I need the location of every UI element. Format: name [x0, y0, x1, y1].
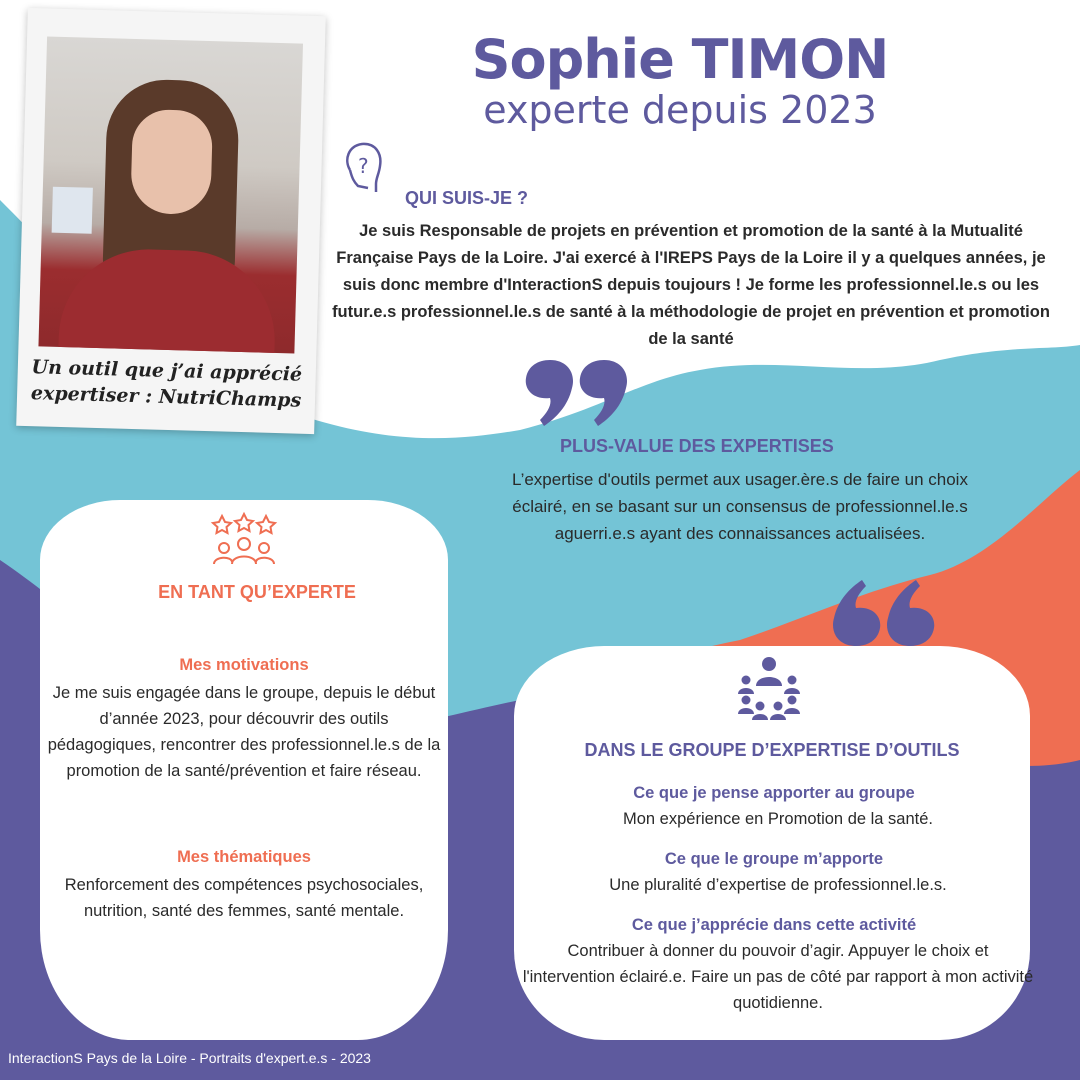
- photo-face: [130, 109, 213, 215]
- plus-value-title: PLUS-VALUE DES EXPERTISES: [560, 436, 834, 456]
- expert-name: Sophie TIMON: [471, 28, 889, 91]
- caption-line-1: Un outil que j’ai apprécié: [31, 356, 303, 386]
- polaroid-photo: [16, 8, 326, 434]
- person-question-icon: [340, 140, 386, 196]
- apporte-title: Ce que le groupe m’apporte: [664, 850, 884, 868]
- portrait-photo: [38, 36, 303, 353]
- photo-sweater: [58, 247, 277, 354]
- expert-subtitle: experte depuis 2023: [483, 88, 877, 132]
- apporter-body: Mon expérience en Promotion de la santé.: [622, 810, 934, 828]
- motivations-title: Mes motivations: [179, 656, 309, 674]
- apporter-title: Ce que je pense apporter au groupe: [633, 784, 915, 802]
- polaroid-caption: [27, 354, 306, 414]
- photo-poster: [52, 187, 93, 234]
- caption-line-2: expertiser : NutriChamps: [30, 382, 302, 412]
- thematiques-title: Mes thématiques: [177, 848, 311, 866]
- apprecie-title: Ce que j’apprécie dans cette activité: [631, 916, 917, 934]
- motivations-body: Je me suis engagée dans le groupe, depuis le début d’année 2023, pour découvrir des outils pédagogiques, rencontrer des professionnel.le.s de la promotion de la santé/prévention et faire réseau.: [47, 684, 441, 780]
- quote-close-icon: [830, 576, 940, 646]
- svg-text:?: ?: [358, 154, 369, 178]
- group-section-title: DANS LE GROUPE D’EXPERTISE D’OUTILS: [584, 740, 960, 760]
- expert-section-title: EN TANT QU’EXPERTE: [158, 582, 356, 602]
- footer-credit: InteractionS Pays de la Loire - Portraits d'expert.e.s - 2023: [8, 1050, 371, 1066]
- group-meeting-icon: [734, 656, 804, 720]
- qui-suis-je-body: Je suis Responsable de projets en prévention et promotion de la santé à la Mutualité Française Pays de la Loire. J'ai exercé à l'IREPS Pays de la Loire il y a quelques années, je suis donc membre d'InteractionS depuis toujours ! Je forme les professionnel.le.s ou les futur.e.s professionnel.le.s de santé à la méthodologie de projet en prévention et promotion de la santé: [332, 222, 1050, 348]
- stars-people-icon: [210, 506, 278, 566]
- apporte-body: Une pluralité d’expertise de professionnel.le.s.: [609, 876, 947, 894]
- thematiques-body: Renforcement des compétences psychosociales, nutrition, santé des femmes, santé mentale.: [64, 876, 424, 920]
- quote-open-icon: [520, 360, 630, 430]
- plus-value-body: L’expertise d'outils permet aux usager.ère.s de faire un choix éclairé, en se basant sur un consensus de professionnel.le.s aguerri.e.s ayant des connaissances actualisées.: [512, 470, 968, 543]
- qui-suis-je-title: QUI SUIS-JE ?: [405, 188, 529, 208]
- apprecie-body: Contribuer à donner du pouvoir d’agir. Appuyer le choix et l'intervention éclairé.e. Faire un pas de côté par rapport à mon activité quotidienne.: [522, 942, 1034, 1012]
